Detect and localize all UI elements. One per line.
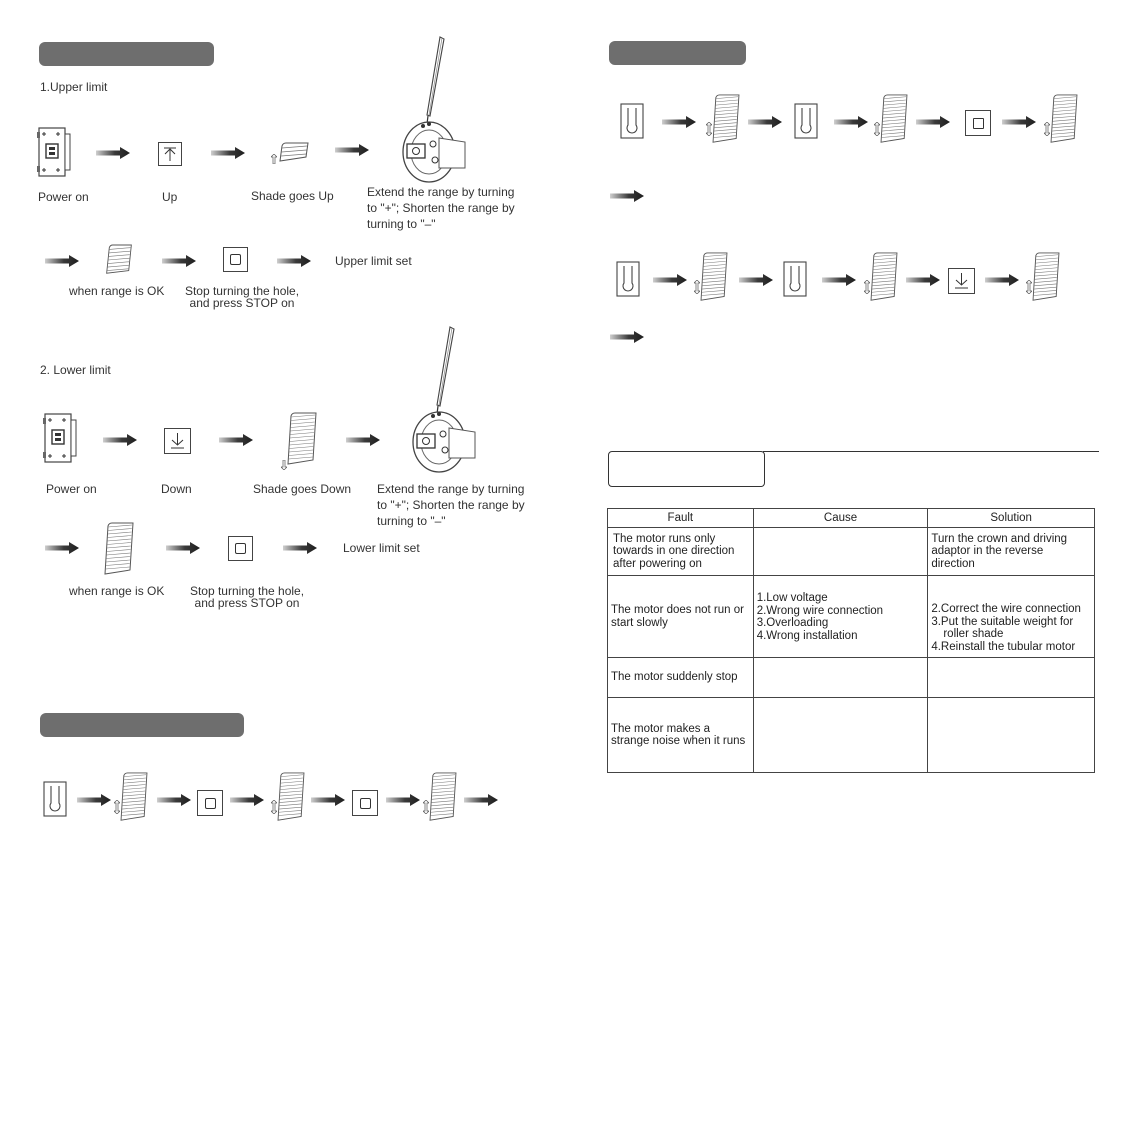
cause-cell: [753, 658, 928, 698]
stop-button-icon: [197, 790, 223, 816]
cause-cell: 1.Low voltage 2.Wrong wire connection 3.Overloading 4.Wrong installation: [753, 576, 928, 658]
roller-shade-icon: [1031, 252, 1061, 302]
stop-turning-line2: and press STOP on: [194, 596, 300, 610]
right-arrow-icon: [464, 794, 498, 806]
right-arrow-icon: [985, 274, 1019, 286]
upper-lower-limit-heading-bar: [39, 42, 214, 66]
shade-goes-up-label: Shade goes Up: [251, 189, 334, 203]
solution-cell: [928, 698, 1095, 773]
right-arrow-icon: [748, 116, 782, 128]
right-arrow-icon: [211, 147, 245, 159]
cause-cell: [753, 698, 928, 773]
up-down-indicator-icon: [706, 122, 712, 136]
table-header-solution: Solution: [928, 509, 1095, 528]
circuit-breaker-icon: [42, 412, 78, 464]
up-arrow-button-icon: [158, 142, 182, 166]
stop-turning-line1: Stop turning the hole,: [189, 584, 305, 598]
cause-cell: [753, 528, 928, 576]
extend-range-line2: to "+"; Shorten the range by: [367, 201, 515, 215]
solution-cell: Turn the crown and driving adaptor in the reverse direction: [928, 528, 1095, 576]
roller-shade-icon: [1049, 94, 1079, 144]
tubular-motor-icon: [393, 110, 473, 190]
up-down-indicator-icon: [423, 800, 429, 814]
lower-limit-set-label: Lower limit set: [343, 541, 420, 555]
up-down-indicator-icon: [1026, 280, 1032, 294]
right-arrow-icon: [610, 331, 644, 343]
right-arrow-icon: [96, 147, 130, 159]
when-range-ok-label: when range is OK: [69, 284, 165, 298]
lower-limit-heading: 2. Lower limit: [40, 363, 111, 377]
wall-switch-icon: [794, 103, 818, 139]
right-arrow-icon: [103, 434, 137, 446]
table-row: [608, 698, 1095, 773]
solution-cell: [928, 658, 1095, 698]
roller-shade-icon: [119, 772, 149, 822]
fault-cell: The motor makes a strange noise when it runs: [608, 698, 754, 773]
right-arrow-icon: [311, 794, 345, 806]
fault-cell: The motor does not run or start slowly: [608, 576, 754, 658]
down-label: Down: [161, 482, 192, 496]
right-arrow-icon: [230, 794, 264, 806]
wall-switch-icon: [620, 103, 644, 139]
up-down-indicator-icon: [694, 280, 700, 294]
extend-range-line3: turning to "–": [377, 514, 446, 528]
right-arrow-icon: [283, 542, 317, 554]
wall-switch-icon: [783, 261, 807, 297]
stop-turning-line2: and press STOP on: [189, 296, 295, 310]
stop-button-icon: [352, 790, 378, 816]
upper-limit-set-label: Upper limit set: [335, 254, 412, 268]
extend-range-line1: Extend the range by turning: [367, 185, 515, 199]
right-arrow-icon: [157, 794, 191, 806]
troubleshooting-heading-box: [608, 451, 765, 487]
extend-range-line2: to "+"; Shorten the range by: [377, 498, 525, 512]
table-row: [608, 576, 1095, 658]
roller-shade-icon: [286, 412, 318, 466]
up-down-indicator-icon: [864, 280, 870, 294]
tubular-motor-icon: [403, 400, 483, 480]
roller-shade-icon: [879, 94, 909, 144]
right-arrow-icon: [77, 794, 111, 806]
right-arrow-icon: [45, 255, 79, 267]
stop-turning-line1: Stop turning the hole,: [184, 284, 300, 298]
section-heading-bar: [40, 713, 244, 737]
right-arrow-icon: [386, 794, 420, 806]
table-header-row: [608, 509, 1095, 528]
roller-shade-icon: [428, 772, 458, 822]
solution-cell: 2.Correct the wire connection 3.Put the suitable weight for roller shade 4.Reinstall the tubular motor: [928, 576, 1095, 658]
circuit-breaker-icon: [36, 126, 72, 178]
up-down-indicator-icon: [114, 800, 120, 814]
extend-range-line3: turning to "–": [367, 217, 436, 231]
right-arrow-icon: [335, 144, 369, 156]
up-down-indicator-icon: [1044, 122, 1050, 136]
roller-shade-icon: [276, 772, 306, 822]
table-header-fault: Fault: [608, 509, 754, 528]
right-arrow-icon: [916, 116, 950, 128]
right-arrow-icon: [662, 116, 696, 128]
roller-shade-icon: [869, 252, 899, 302]
table-row: [608, 528, 1095, 576]
roller-shade-icon: [104, 244, 134, 276]
when-range-ok-label: when range is OK: [69, 584, 165, 598]
right-arrow-icon: [610, 190, 644, 202]
upper-limit-heading: 1.Upper limit: [40, 80, 108, 94]
right-arrow-icon: [346, 434, 380, 446]
shade-goes-down-label: Shade goes Down: [253, 482, 352, 496]
down-indicator-icon: [281, 460, 287, 470]
right-arrow-icon: [834, 116, 868, 128]
power-on-label: Power on: [46, 482, 97, 496]
troubleshooting-table: [607, 508, 1095, 773]
right-arrow-icon: [906, 274, 940, 286]
right-arrow-icon: [219, 434, 253, 446]
power-on-label: Power on: [38, 190, 89, 204]
down-arrow-button-icon: [948, 268, 975, 294]
right-arrow-icon: [739, 274, 773, 286]
right-arrow-icon: [277, 255, 311, 267]
divider-line: [763, 451, 1099, 452]
right-arrow-icon: [45, 542, 79, 554]
table-row: [608, 658, 1095, 698]
up-down-indicator-icon: [271, 800, 277, 814]
wall-switch-icon: [43, 781, 67, 817]
table-header-cause: Cause: [753, 509, 928, 528]
fault-cell: The motor runs only towards in one direction after powering on: [608, 528, 754, 576]
right-arrow-icon: [822, 274, 856, 286]
right-arrow-icon: [166, 542, 200, 554]
extend-range-line1: Extend the range by turning: [377, 482, 525, 496]
up-indicator-icon: [271, 154, 277, 164]
roller-shade-icon: [711, 94, 741, 144]
stop-button-icon: [965, 110, 991, 136]
stop-button-icon: [228, 536, 253, 561]
right-arrow-icon: [653, 274, 687, 286]
roller-shade-icon: [277, 142, 311, 162]
wall-switch-icon: [616, 261, 640, 297]
fault-cell: The motor suddenly stop: [608, 658, 754, 698]
up-down-indicator-icon: [874, 122, 880, 136]
right-arrow-icon: [1002, 116, 1036, 128]
up-label: Up: [162, 190, 178, 204]
section-heading-bar: [609, 41, 746, 65]
down-arrow-button-icon: [164, 428, 191, 454]
stop-button-icon: [223, 247, 248, 272]
roller-shade-icon: [103, 522, 135, 576]
roller-shade-icon: [699, 252, 729, 302]
right-arrow-icon: [162, 255, 196, 267]
